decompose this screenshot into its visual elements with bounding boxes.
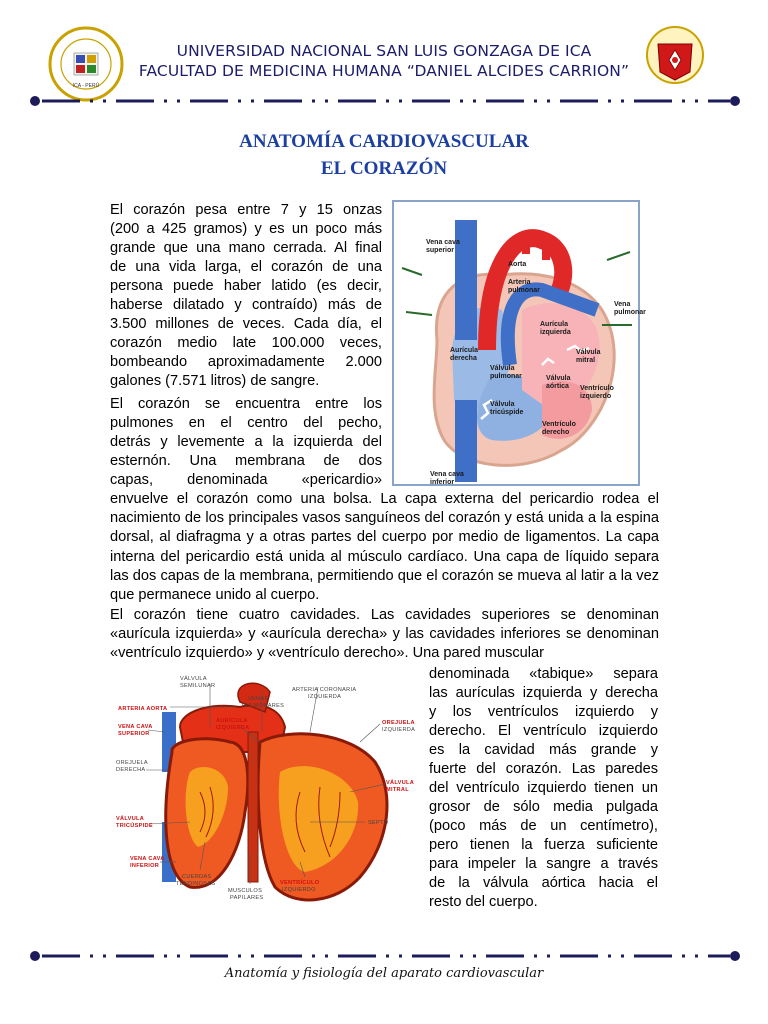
p3-line: de la válvula aórtica hacia el (429, 875, 658, 891)
label-valvula-tricuspide-2: tricúspide (490, 409, 524, 416)
p2-line: pulmones en el centro del pecho, (110, 415, 382, 431)
label-ventriculo-izquierdo: Ventrículo (580, 385, 614, 392)
heart-blood-flow-diagram (392, 200, 646, 486)
label-orejuela-derecha-2: DERECHA (116, 767, 146, 773)
footer-text: Anatomía y fisiología del aparato cardiovascular (224, 966, 544, 981)
label-orejuela-derecha: OREJUELA (116, 760, 148, 766)
p3-line: denominada «tabique» separa (429, 666, 658, 682)
label-cuerdas-tendinosas-2: TENDINOSAS (176, 881, 216, 887)
p3-line: fuerte del corazón. Las paredes (429, 761, 658, 777)
p2-line: detrás y levemente a la izquierda del (110, 434, 382, 450)
p1-line: 3.500 millones de veces. Cada día, el (110, 316, 382, 332)
label-venas-pulmonares-2: PULMONARES (242, 703, 285, 709)
p2-line: El corazón se encuentra entre los (110, 396, 382, 412)
p3-line: resto del cuerpo. (429, 894, 538, 910)
label-vena-cava-inferior-2: inferior (430, 479, 455, 486)
paragraph-2-continued: envuelve el corazón como una bolsa. La capa externa del pericardio rodea el nacimiento de los principales vasos sanguíneos del corazón y está unida a la espina dorsal, al diafragma y a otras partes del cuerpo por medio de ligamentos. La capa interna del pericardio está unida al músculo cardíaco. Una capa de líquido separa las dos capas de la membrana, permitiendo que el corazón se mueva al latir a la vez que permanece unido al cuerpo. (110, 491, 659, 604)
label-valvula-tricuspide-2b: VÁLVULA (116, 816, 145, 822)
p3-line: las aurículas izquierda y derecha (429, 685, 658, 701)
label-vena-cava-inferior: Vena cava (430, 471, 464, 478)
p3-line: es la cavidad más grande y (429, 742, 658, 758)
label-valvula-aortica: Válvula (546, 375, 571, 382)
label-auricula-derecha-2: derecha (450, 355, 477, 362)
label-aorta: Aorta (508, 261, 527, 268)
p1-line: de una vida larga, el corazón de una (110, 259, 382, 275)
label-valvula-mitral: Válvula (576, 349, 601, 356)
label-ventriculo-derecho: Ventrículo (542, 421, 576, 428)
label-musculos-papilares-2: PAPILARES (230, 895, 264, 901)
page-subtitle: EL CORAZÓN (320, 158, 448, 179)
label-vena-pulmonar-2: pulmonar (614, 309, 646, 316)
paragraph-3: El corazón tiene cuatro cavidades. Las cavidades superiores se denominan «aurícula izquierda» y «aurícula derecha» y las cavidades inferiores se denominan «ventrículo izquierdo» y «ventrículo derecho». Una pared muscular (110, 607, 659, 662)
university-name: UNIVERSIDAD NACIONAL SAN LUIS GONZAGA DE ICA (176, 42, 592, 60)
label-valvula-aortica-2: aórtica (546, 383, 569, 390)
p1-line: (200 a 425 gramos) y es un poco más (110, 221, 382, 237)
faculty-name: FACULTAD DE MEDICINA HUMANA “DANIEL ALCIDES CARRION” (138, 62, 630, 80)
label-cuerdas-tendinosas: CUERDAS (182, 874, 212, 880)
p3-line: del ventrículo izquierdo tienen un (429, 780, 658, 796)
label-vena-cava-inferior-2b: VENA CAVA (130, 856, 165, 862)
label-vena-cava-superior: Vena cava (426, 239, 460, 246)
label-orejuela-izquierda: OREJUELA (382, 720, 415, 726)
label-arteria-pulmonar: Arteria (508, 279, 531, 286)
label-ventriculo-izquierdo-2: izquierdo (580, 393, 612, 400)
p1-line: grande que una mano cerrada. Al final (110, 240, 382, 256)
svg-text:ICA - PERÚ: ICA - PERÚ (72, 83, 100, 89)
label-vena-pulmonar: Vena (614, 301, 631, 308)
p3-line: grosor de sólo media pulgada (429, 799, 658, 815)
label-arteria-coronaria-2: IZQUIERDA (308, 694, 342, 700)
label-arteria-pulmonar-2: pulmonar (508, 287, 540, 294)
p3-line: y los ventrículos izquierdo y (429, 704, 658, 720)
label-valvula-pulmonar: Válvula (490, 365, 515, 372)
p1-line: corazón medio late 100.000 veces, (110, 335, 382, 351)
label-septo: SEPTO (368, 820, 389, 826)
label-auricula-izquierda-2b: AURÍCULA (216, 718, 248, 724)
label-valvula-mitral-2c: MITRAL (386, 787, 409, 793)
label-orejuela-izquierda-2: IZQUIERDA (382, 727, 416, 733)
label-venas-pulmonares: VENAS (248, 696, 269, 702)
label-ventriculo-izquierdo-2b: VENTRÍCULO (280, 880, 320, 886)
label-valvula-semilunar: VÁLVULA (180, 676, 207, 682)
page-title: ANATOMÍA CARDIOVASCULAR (239, 131, 529, 152)
label-auricula-izquierda-2c: IZQUIERDA (216, 725, 250, 731)
label-vena-cava-superior-2c: SUPERIOR (118, 731, 150, 737)
label-valvula-semilunar-2: SEMILUNAR (180, 683, 216, 689)
label-vena-cava-superior-2: superior (426, 247, 455, 254)
label-auricula-izquierda-2: izquierda (540, 329, 571, 336)
p2-line: esternón. Una membrana de dos (110, 453, 382, 469)
p1-line: persona puede haber latido (es decir, (110, 278, 382, 294)
label-arteria-coronaria: ARTERIA CORONARIA (292, 687, 357, 693)
label-musculos-papilares: MUSCULOS (228, 888, 263, 894)
p2-line: capas, denominada «pericardio» (110, 472, 382, 488)
p1-line: galones (7.571 litros) de sangre. (110, 373, 320, 389)
p1-line: El corazón pesa entre 7 y 15 onzas (110, 202, 382, 218)
header-divider (30, 95, 740, 107)
label-vena-cava-superior-2b: VENA CAVA (118, 724, 153, 730)
p1-line: bombeando aproximadamente 2.000 (110, 354, 382, 370)
label-valvula-mitral-2b: VÁLVULA (386, 780, 415, 786)
label-auricula-derecha: Aurícula (450, 347, 479, 354)
label-valvula-pulmonar-2: pulmonar (490, 373, 522, 380)
p3-line: pero tienen la fuerza suficiente (429, 837, 658, 853)
label-vena-cava-inferior-2c: INFERIOR (130, 863, 160, 869)
label-valvula-mitral-2: mitral (576, 357, 596, 364)
footer-divider (30, 950, 740, 962)
label-ventriculo-derecho-2: derecho (542, 429, 570, 436)
p3-line: para impeler la sangre a través (429, 856, 658, 872)
label-auricula-izquierda: Aurícula (540, 321, 569, 328)
label-valvula-tricuspide-2c: TRICÚSPIDE (116, 823, 153, 829)
label-ventriculo-izquierdo-2c: IZQUIERDO (282, 887, 316, 893)
p3-line: (poco más de un centímetro), (429, 818, 658, 834)
p3-line: derecho. El ventrículo izquierdo (429, 723, 658, 739)
label-valvula-tricuspide: Válvula (490, 401, 515, 408)
p1-line: haberse dilatado y contraído) más de (110, 297, 382, 313)
heart-anatomy-illustration (110, 672, 420, 912)
label-arteria-aorta: ARTERIA AORTA (118, 706, 168, 712)
